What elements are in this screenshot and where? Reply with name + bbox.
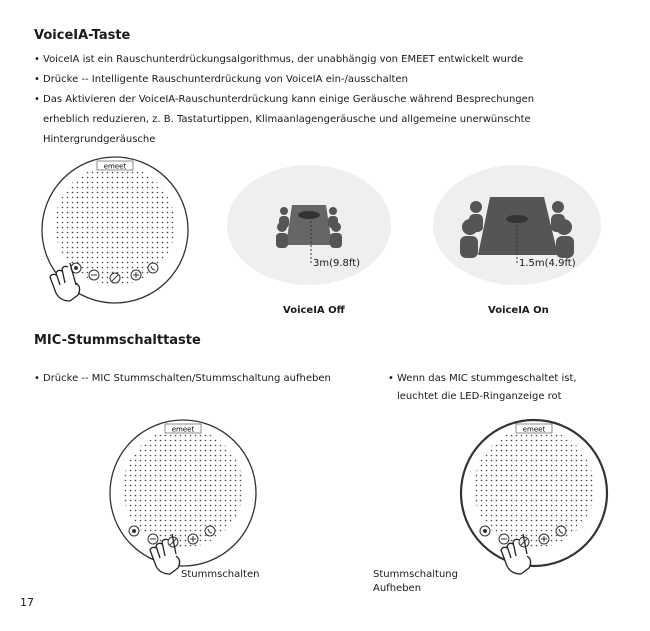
section-title-mic-mute: MIC-Stummschalttaste [34,333,201,348]
bullet-2: • Drücke -- Intelligente Rauschunterdrückung von VoiceIA ein-/ausschalten [43,70,408,90]
distance-on: 1.5m(4.9ft) [519,258,576,269]
brand-logo: emeet [522,425,546,434]
bullet-mic-led-2: leuchtet die LED-Ringanzeige rot [397,391,562,402]
bullet-mic-led-1: • Wenn das MIC stummgeschaltet ist, [397,369,577,389]
caption-voiceia-on: VoiceIA On [488,305,549,316]
section-title-voiceia: VoiceIA-Taste [34,28,131,43]
bullet-3-line-3: Hintergrundgeräusche [43,134,156,145]
bullet-3: • Das Aktivieren der VoiceIA-Rauschunterdrückung kann einige Geräusche während Besprechungen [43,90,534,110]
label-unmute-2: Aufheben [373,583,422,594]
speaker-device-voiceia [30,155,200,305]
page-number: 17 [20,596,34,609]
volume-minus-icon[interactable] [89,270,99,280]
bullet-3-line-2: erheblich reduzieren, z. B. Tastaturtippen, Klimaanlagengeräusche und allgemeine unerwünschte [43,114,531,125]
caption-voiceia-off: VoiceIA Off [283,305,345,316]
volume-plus-icon[interactable] [539,534,549,544]
phone-icon[interactable] [205,526,215,536]
speaker-device-unmute [449,418,619,573]
brand-logo: emeet [103,162,127,171]
pointing-hand-icon [487,528,537,578]
room-illustration-on [432,165,602,295]
brand-logo: emeet [171,425,195,434]
bullet-1: • VoiceIA ist ein Rauschunterdrückungsalgorithmus, der unabhängig von EMEET entwickelt wurde [43,50,523,70]
speaker-device-mute [98,418,268,573]
phone-icon[interactable] [148,263,158,273]
pointing-hand-icon [38,255,88,305]
label-mute: Stummschalten [181,569,260,580]
room-illustration-off [226,165,396,295]
distance-off: 3m(9.8ft) [313,258,361,269]
bullet-mic-press: • Drücke -- MIC Stummschalten/Stummschaltung aufheben [43,369,331,389]
volume-plus-icon[interactable] [131,270,141,280]
pointing-hand-icon [136,528,186,578]
label-unmute-1: Stummschaltung [373,569,458,580]
phone-icon[interactable] [556,526,566,536]
mic-mute-icon[interactable] [110,273,120,283]
volume-plus-icon[interactable] [188,534,198,544]
